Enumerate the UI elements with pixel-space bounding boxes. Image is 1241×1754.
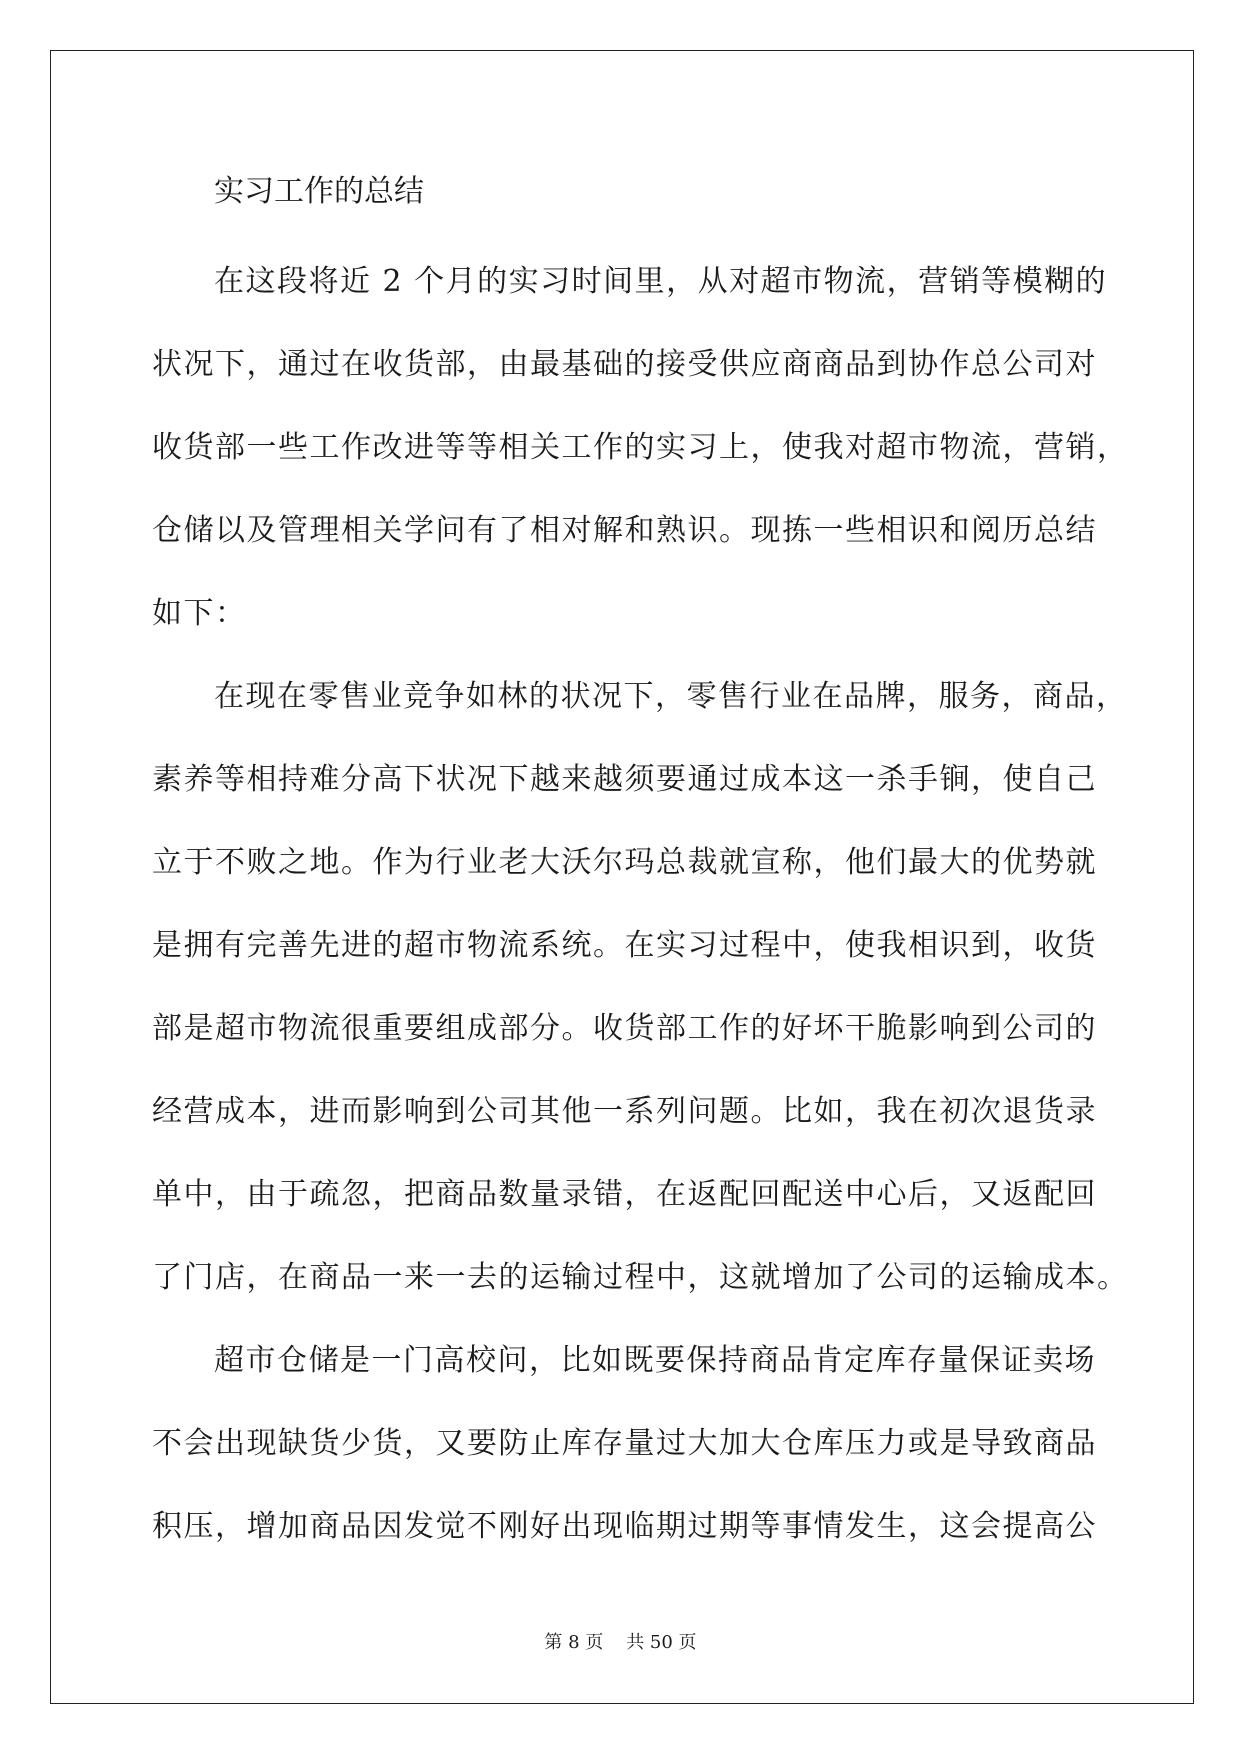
document-body bbox=[152, 162, 1129, 1568]
paragraph-line: 单中，由于疏忽，把商品数量录错，在返配回配送中心后，又返配回 bbox=[152, 1177, 1097, 1212]
paragraph-line: 仓储以及管理相关学问有了相对解和熟识。现拣一些相识和阅历总结 bbox=[152, 513, 1097, 548]
paragraph-2 bbox=[152, 655, 1129, 1319]
paragraph-line: 经营成本，进而影响到公司其他一系列问题。比如，我在初次退货录 bbox=[152, 1094, 1097, 1129]
paragraph-line: 不会出现缺货少货，又要防止库存量过大加大仓库压力或是导致商品 bbox=[152, 1426, 1097, 1461]
title-spacing bbox=[152, 222, 1092, 240]
page-number-footer: 第 8 页 共 50 页 bbox=[544, 1632, 697, 1653]
paragraph-line: 积压，增加商品因发觉不刚好出现临期过期等事情发生，这会提高公 bbox=[152, 1509, 1097, 1544]
paragraph-line: 在现在零售业竞争如林的状况下，零售行业在品牌，服务，商品， bbox=[214, 679, 1128, 714]
paragraph-line: 立于不败之地。作为行业老大沃尔玛总裁就宣称，他们最大的优势就 bbox=[152, 845, 1097, 880]
paragraph-line: 是拥有完善先进的超市物流系统。在实习过程中，使我相识到，收货 bbox=[152, 928, 1097, 963]
paragraph-1 bbox=[152, 240, 1129, 655]
paragraph-line: 部是超市物流很重要组成部分。收货部工作的好坏干脆影响到公司的 bbox=[152, 1011, 1097, 1046]
paragraph-line: 状况下，通过在收货部，由最基础的接受供应商商品到协作总公司对 bbox=[152, 347, 1097, 382]
paragraph-line: 了门店，在商品一来一去的运输过程中，这就增加了公司的运输成本。 bbox=[152, 1260, 1129, 1295]
paragraph-line: 如下： bbox=[152, 596, 247, 631]
document-title: 实习工作的总结 bbox=[214, 174, 424, 209]
paragraph-line: 素养等相持难分高下状况下越来越须要通过成本这一杀手锏，使自己 bbox=[152, 762, 1097, 797]
paragraph-line: 超市仓储是一门高校问，比如既要保持商品肯定库存量保证卖场 bbox=[214, 1343, 1096, 1378]
paragraph-line: 在这段将近 2 个月的实习时间里，从对超市物流，营销等模糊的 bbox=[214, 264, 1108, 299]
paragraph-3 bbox=[152, 1319, 1097, 1568]
paragraph-line: 收货部一些工作改进等等相关工作的实习上，使我对超市物流，营销， bbox=[152, 430, 1129, 465]
